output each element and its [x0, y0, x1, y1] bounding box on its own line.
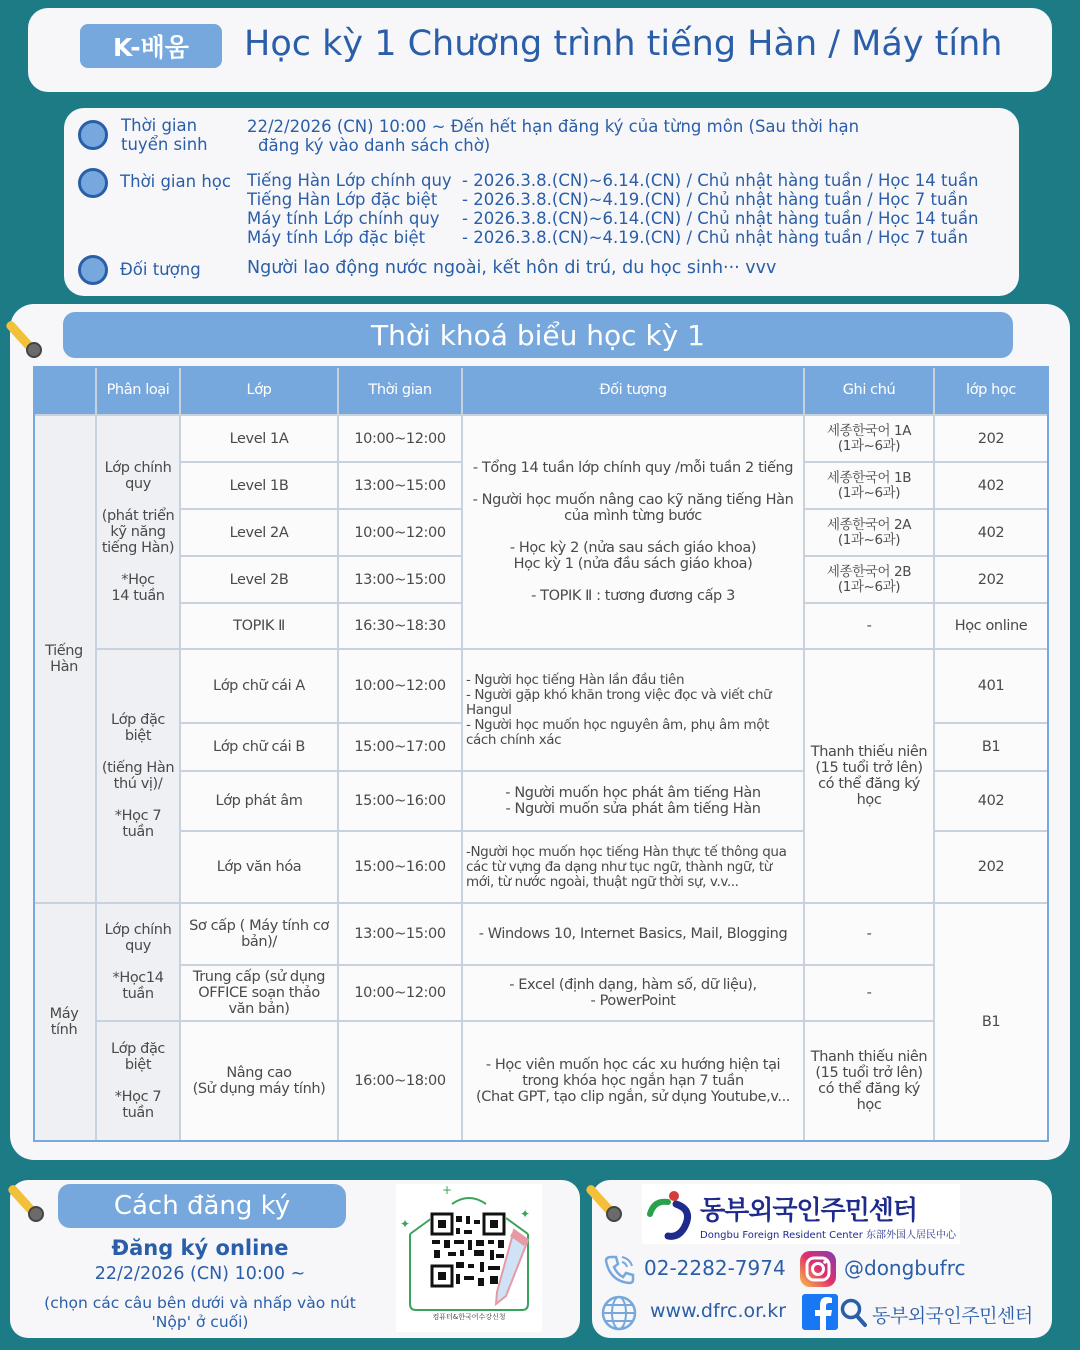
note-cell: 세종한국어 1B (1과~6과) [805, 463, 935, 510]
study-course: Tiếng Hàn Lớp đặc biệt [247, 190, 438, 209]
info-card [64, 108, 1019, 296]
svg-text:✦: ✦ [520, 1207, 531, 1221]
note-cell: 세종한국어 2B (1과~6과) [805, 557, 935, 604]
logo-mark-icon [644, 1186, 700, 1242]
class-cell: Trung cấp (sử dụng OFFICE soạn thảo văn bản) [181, 966, 339, 1022]
note-cell: - [805, 604, 935, 650]
study-detail: - 2026.3.8.(CN)~6.14.(CN) / Chủ nhật hàng tuần / Học 14 tuần [462, 209, 979, 228]
room-cell: 402 [935, 772, 1049, 832]
schedule-table [33, 366, 1049, 1142]
time-cell: 10:00~12:00 [339, 650, 463, 724]
time-cell: 13:00~15:00 [339, 904, 463, 966]
time-cell: 10:00~12:00 [339, 510, 463, 557]
room-cell: Học online [935, 604, 1049, 650]
page-title: Học kỳ 1 Chương trình tiếng Hàn / Máy tính [244, 24, 1003, 64]
room-cell: 401 [935, 650, 1049, 724]
website-link[interactable]: www.dfrc.or.kr [650, 1300, 787, 1322]
class-cell: Lớp chữ cái B [181, 724, 339, 772]
note-cell: - [805, 904, 935, 966]
time-cell: 10:00~12:00 [339, 966, 463, 1022]
note-cell: Thanh thiếu niên (15 tuổi trở lên) có thể đăng ký học [805, 1022, 935, 1142]
study-label: Thời gian học [120, 172, 231, 191]
registration-title: Cách đăng ký [58, 1184, 346, 1228]
time-cell: 15:00~17:00 [339, 724, 463, 772]
subject-computer: Máy tính [33, 904, 97, 1142]
category-kr-regular: Lớp chính quy (phát triển kỹ năng tiếng Hàn) *Học 14 tuần [97, 416, 181, 650]
class-cell: Lớp chữ cái A [181, 650, 339, 724]
registration-online: Đăng ký online [111, 1236, 289, 1260]
instagram-icon[interactable] [799, 1250, 837, 1288]
pin-icon [6, 310, 46, 354]
bullet-icon [78, 168, 108, 198]
search-keyword[interactable]: 동부외국인주민센터 [872, 1305, 1033, 1327]
study-detail: - 2026.3.8.(CN)~4.19.(CN) / Chủ nhật hàng tuần / Học 7 tuần [462, 228, 969, 247]
registration-card [10, 1180, 580, 1338]
center-logo [642, 1184, 960, 1244]
pin-icon [586, 1174, 626, 1218]
recruit-line2: đăng ký vào danh sách chờ) [258, 136, 491, 155]
class-cell: Level 2B [181, 557, 339, 604]
subject-korean: Tiếng Hàn [33, 416, 97, 904]
room-cell: 402 [935, 510, 1049, 557]
phone-number[interactable]: 02-2282-7974 [644, 1256, 786, 1280]
svg-text:+: + [442, 1184, 453, 1197]
class-cell: TOPIK Ⅱ [181, 604, 339, 650]
room-cell: B1 [935, 904, 1049, 1142]
room-cell: 202 [935, 557, 1049, 604]
study-course: Máy tính Lớp đặc biệt [247, 228, 426, 247]
qr-envelope-icon [396, 1184, 542, 1332]
recruit-label [121, 116, 208, 154]
study-course: Máy tính Lớp chính quy [247, 209, 440, 228]
category-pc-special: Lớp đặc biệt *Học 7 tuần [97, 1022, 181, 1142]
recruit-label-line1: Thời gian [121, 116, 198, 135]
schedule-title: Thời khoá biểu học kỳ 1 [63, 312, 1013, 358]
registration-note: (chọn các câu bên dưới và nhấp vào nút 'Nộp' ở cuối) [44, 1294, 356, 1331]
qr-code-panel[interactable] [396, 1184, 542, 1332]
search-icon [840, 1298, 868, 1328]
header-cell: lớp học [935, 366, 1049, 416]
recruit-line1: 22/2/2026 (CN) 10:00 ~ Đến hết hạn đăng ký của từng môn (Sau thời hạn [247, 117, 860, 136]
note-cell: Thanh thiếu niên (15 tuổi trở lên) có thể đăng ký học [805, 650, 935, 904]
room-cell: 202 [935, 832, 1049, 904]
study-details [462, 171, 979, 247]
bullet-icon [78, 120, 108, 150]
contact-card [592, 1180, 1052, 1338]
header-cell: Ghi chú [805, 366, 935, 416]
target-value: Người lao động nước ngoài, kết hôn di trú, du học sinh··· vvv [247, 258, 777, 278]
time-cell: 15:00~16:00 [339, 772, 463, 832]
globe-icon [600, 1294, 638, 1332]
schedule-card [10, 304, 1070, 1160]
target-cell: - Người muốn học phát âm tiếng Hàn - Người muốn sửa phát âm tiếng Hàn [463, 772, 805, 832]
target-cell: - Excel (định dạng, hàm số, dữ liệu), - PowerPoint [463, 966, 805, 1022]
study-detail: - 2026.3.8.(CN)~6.14.(CN) / Chủ nhật hàng tuần / Học 14 tuần [462, 171, 979, 190]
recruit-value [247, 117, 859, 155]
target-cell: - Tổng 14 tuần lớp chính quy /mỗi tuần 2 tiếng - Người học muốn nâng cao kỹ năng tiếng Hàn của mình từng bước - Học kỳ 2 (nửa sau sách giáo khoa) Học kỳ 1 (nửa đầu sách giáo khoa) - TOPIK Ⅱ : tương đương cấp 3 [463, 416, 805, 650]
logo-korean: 동부외국인주민센터 [700, 1196, 918, 1226]
category-pc-regular: Lớp chính quy *Học14 tuần [97, 904, 181, 1022]
header-card [28, 8, 1052, 92]
class-cell: Lớp phát âm [181, 772, 339, 832]
room-cell: B1 [935, 724, 1049, 772]
time-cell: 13:00~15:00 [339, 463, 463, 510]
target-cell: - Học viên muốn học các xu hướng hiện tại trong khóa học ngắn hạn 7 tuần (Chat GPT, tạo clip ngắn, sử dụng Youtube,v... [463, 1022, 805, 1142]
category-kr-special: Lớp đặc biệt (tiếng Hàn thú vị)/ *Học 7 tuần [97, 650, 181, 904]
room-cell: 202 [935, 416, 1049, 463]
study-detail: - 2026.3.8.(CN)~4.19.(CN) / Chủ nhật hàng tuần / Học 7 tuần [462, 190, 969, 209]
class-cell: Level 1A [181, 416, 339, 463]
class-cell: Nâng cao (Sử dụng máy tính) [181, 1022, 339, 1142]
time-cell: 16:30~18:30 [339, 604, 463, 650]
bullet-icon [78, 255, 108, 285]
header-cell: Đối tượng [463, 366, 805, 416]
qr-caption: 컴퓨터&한국어수강신청 [432, 1313, 506, 1321]
target-cell: - Windows 10, Internet Basics, Mail, Blogging [463, 904, 805, 966]
time-cell: 13:00~15:00 [339, 557, 463, 604]
note-cell: 세종한국어 1A (1과~6과) [805, 416, 935, 463]
k-baeum-badge: K-배움 [80, 24, 222, 68]
phone-icon [602, 1252, 636, 1286]
pin-icon [8, 1174, 48, 1218]
header-cell: Thời gian [339, 366, 463, 416]
class-cell: Sơ cấp ( Máy tính cơ bản)/ [181, 904, 339, 966]
target-cell: -Người học muốn học tiếng Hàn thực tế thông qua các từ vựng đa dạng như tục ngữ, thành ngữ, từ mới, từ nước ngoài, thuật ngữ thời sự, v.v... [463, 832, 805, 904]
header-cell-blank [33, 366, 97, 416]
target-label: Đối tượng [120, 260, 201, 279]
logo-english: Dongbu Foreign Resident Center 东部外国人居民中心 [700, 1230, 956, 1241]
class-cell: Lớp văn hóa [181, 832, 339, 904]
header-cell: Lớp [181, 366, 339, 416]
svg-text:✦: ✦ [400, 1217, 411, 1231]
note-cell: 세종한국어 2A (1과~6과) [805, 510, 935, 557]
class-cell: Level 1B [181, 463, 339, 510]
recruit-label-line2: tuyển sinh [121, 135, 208, 154]
qr-code-icon [430, 1212, 506, 1288]
time-cell: 16:00~18:00 [339, 1022, 463, 1142]
header-cell: Phân loại [97, 366, 181, 416]
study-course: Tiếng Hàn Lớp chính quy [247, 171, 452, 190]
facebook-icon[interactable] [802, 1294, 838, 1330]
target-cell: - Người học tiếng Hàn lần đầu tiên - Người gặp khó khăn trong việc đọc và viết chữ Hangul - Người học muốn học nguyên âm, phụ âm một cách chính xác [463, 650, 805, 772]
registration-date: 22/2/2026 (CN) 10:00 ~ [94, 1264, 306, 1284]
class-cell: Level 2A [181, 510, 339, 557]
time-cell: 10:00~12:00 [339, 416, 463, 463]
instagram-handle[interactable]: @dongbufrc [844, 1256, 966, 1280]
study-courses [247, 171, 452, 247]
room-cell: 402 [935, 463, 1049, 510]
time-cell: 15:00~16:00 [339, 832, 463, 904]
note-cell: - [805, 966, 935, 1022]
